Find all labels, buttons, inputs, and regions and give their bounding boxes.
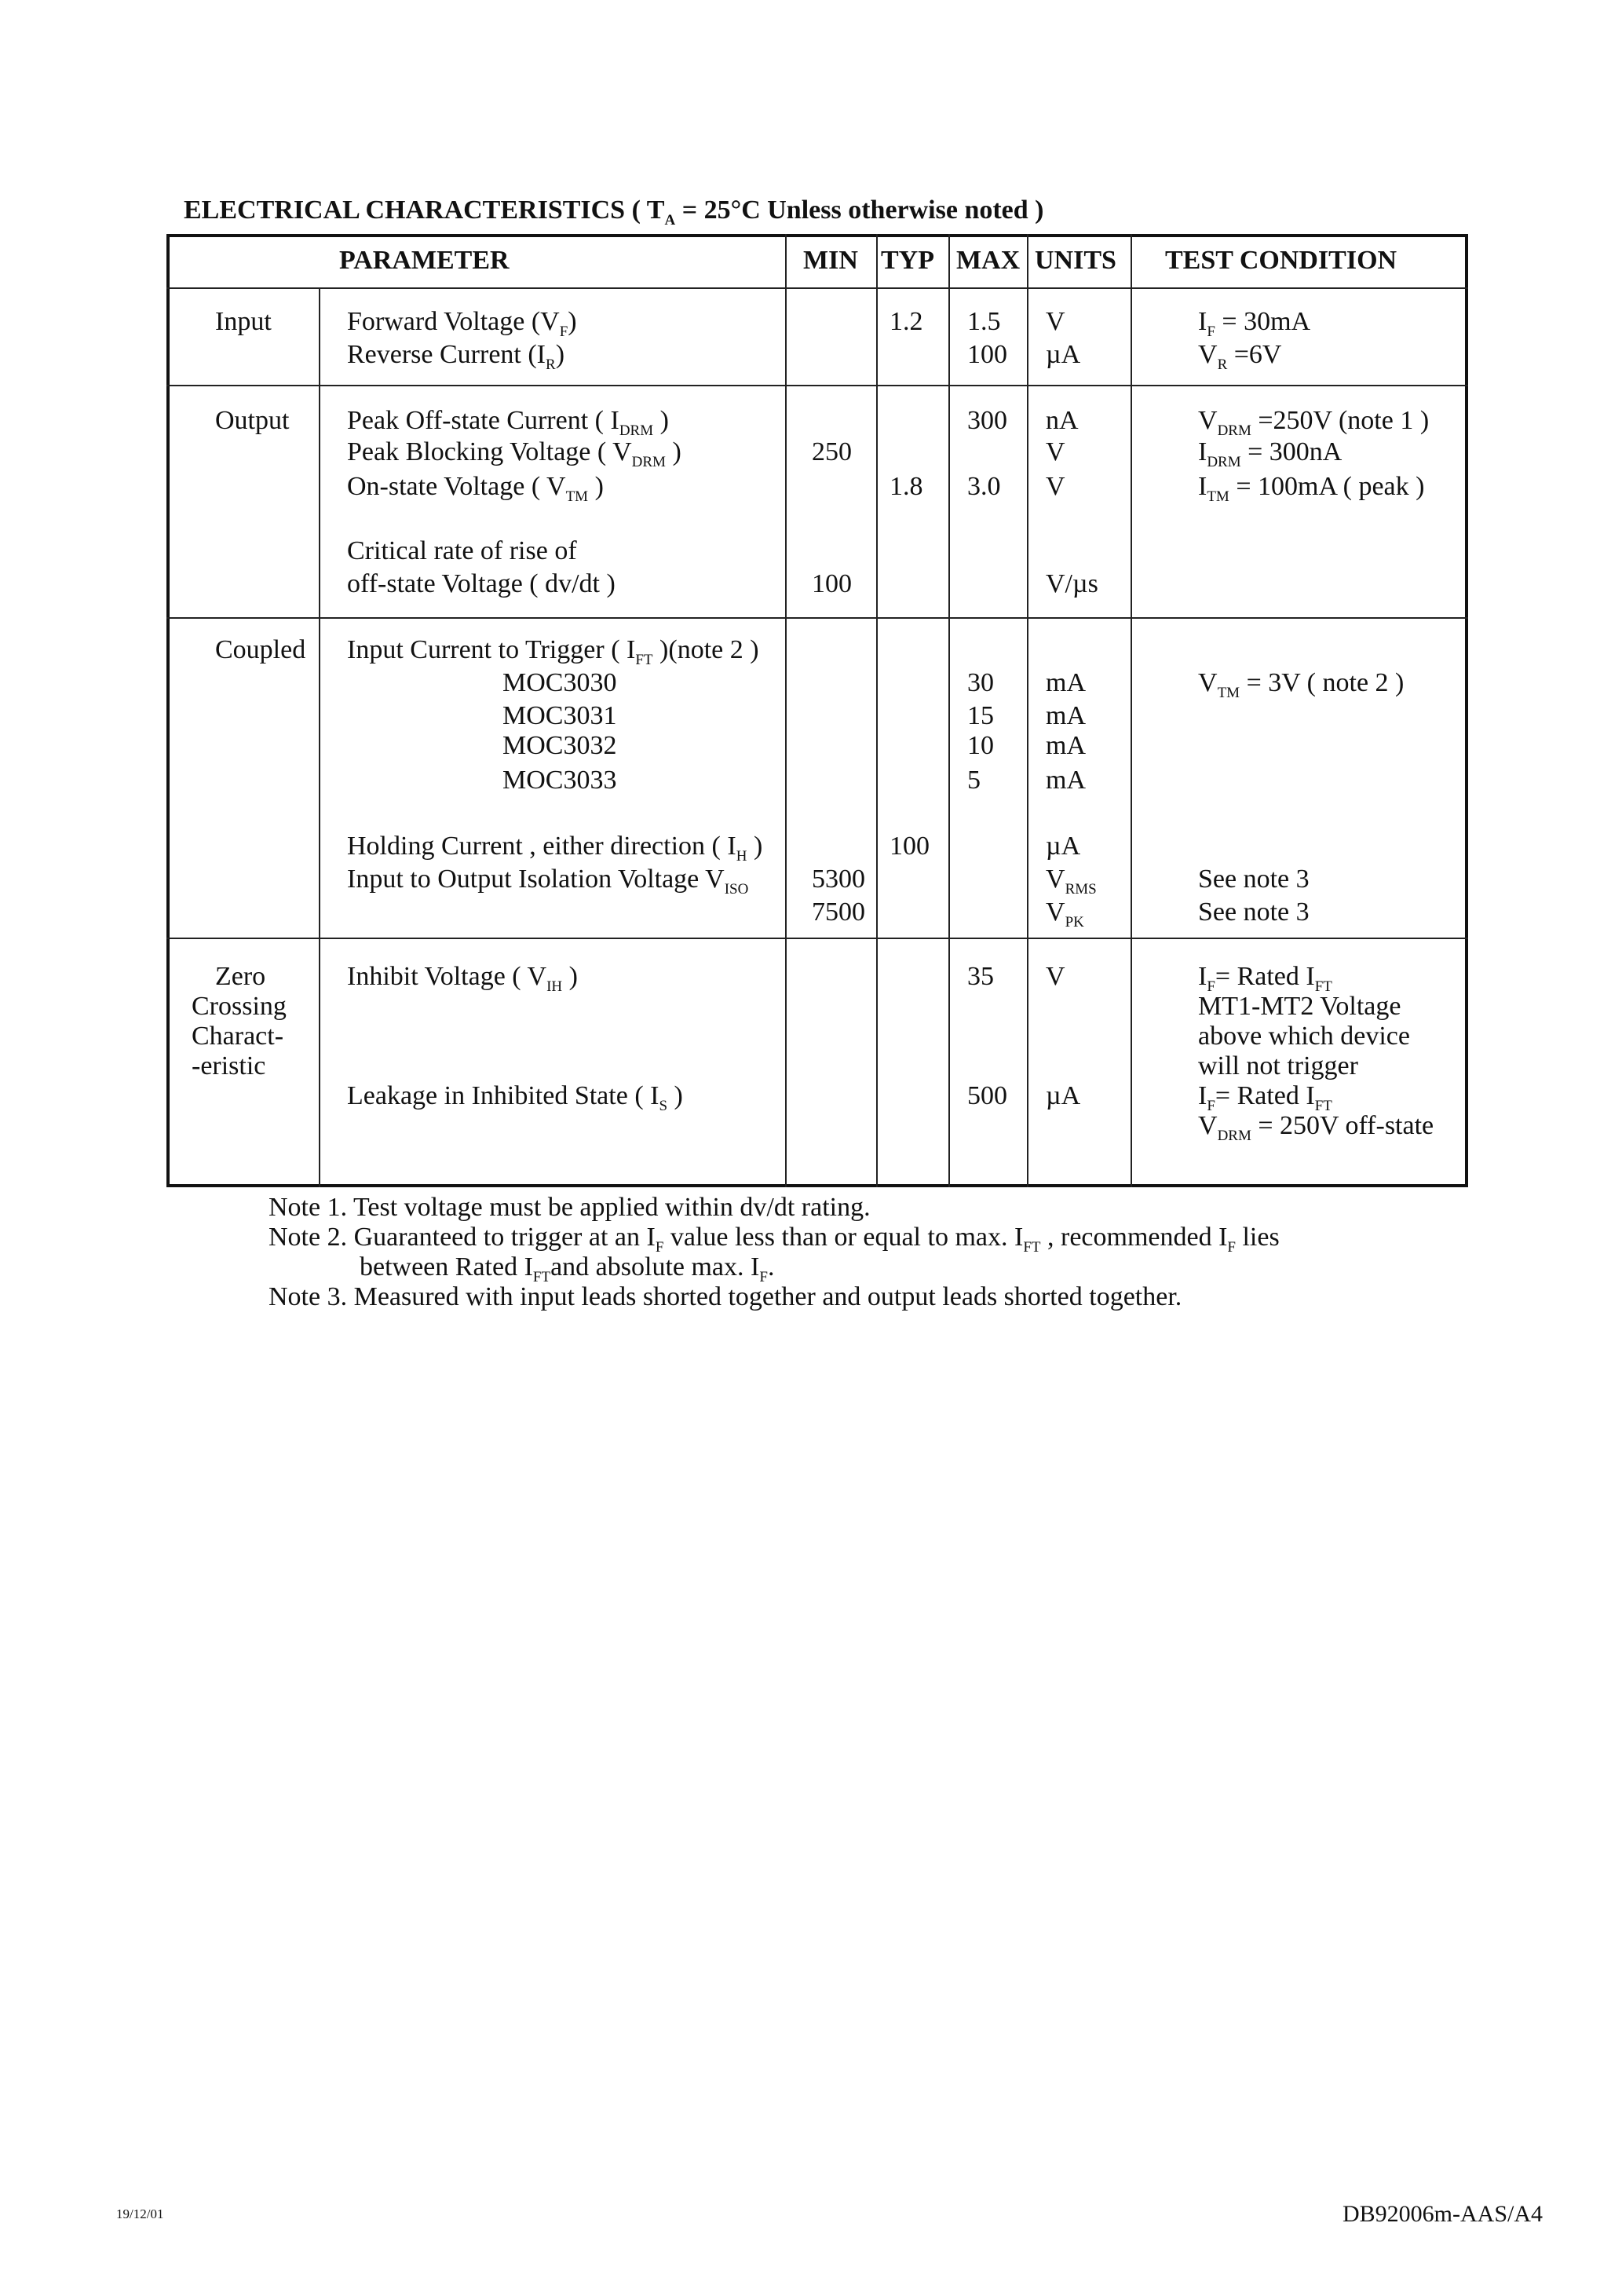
section-label-coupled: Coupled: [215, 635, 306, 664]
section-label-zero: Charact-: [192, 1022, 284, 1051]
section-label-input: Input: [215, 307, 272, 336]
cell-max: 5: [967, 766, 981, 795]
cell-condition: See note 3: [1198, 898, 1310, 927]
cell-max: 3.0: [967, 472, 1001, 501]
cell-unit: V: [1046, 307, 1065, 336]
param-leakage-inhibited: Leakage in Inhibited State ( $I_S$ ): [347, 1081, 683, 1114]
param-inhibit-voltage: Inhibit Voltage ( $V_{IH}$ ): [347, 962, 578, 995]
cell-unit: mA: [1046, 731, 1086, 760]
cell-condition: $I_F=$ Rated $I_{FT}$: [1198, 1081, 1332, 1114]
cell-condition: See note 3: [1198, 865, 1310, 894]
cell-unit: $V_{PK}$: [1046, 898, 1084, 930]
cell-condition: $I_{TM} = 100mA$ ( peak ): [1198, 472, 1425, 505]
param-holding-current: Holding Current , either direction ( $I_H$ ): [347, 832, 763, 865]
param-critical-rate: Critical rate of rise of: [347, 536, 577, 565]
row-divider: [166, 617, 1468, 619]
cell-unit: mA: [1046, 701, 1086, 730]
cell-unit: nA: [1046, 406, 1079, 435]
param-isolation-voltage: Input to Output Isolation Voltage $V_{ISO}$: [347, 865, 749, 898]
section-label-zero: Zero: [215, 962, 266, 991]
note-3: Note 3. Measured with input leads shorted together and output leads shorted together.: [269, 1282, 1182, 1311]
cell-min: 5300: [812, 865, 865, 894]
model-name: MOC3031: [502, 701, 617, 730]
footer-doc-id: DB92006m-AAS/A4: [1343, 2201, 1543, 2227]
col-divider: [319, 287, 320, 1187]
cell-max: 35: [967, 962, 994, 991]
cell-condition: MT1-MT2 Voltage: [1198, 992, 1401, 1021]
cell-unit: V: [1046, 472, 1065, 501]
cell-condition: will not trigger: [1198, 1051, 1358, 1080]
row-divider: [166, 385, 1468, 386]
cell-min: 7500: [812, 898, 865, 927]
cell-unit: V/µs: [1046, 569, 1098, 598]
col-divider: [1027, 234, 1028, 1187]
cell-typ: 100: [890, 832, 930, 861]
cell-unit: V: [1046, 962, 1065, 991]
section-label-zero: Crossing: [192, 992, 287, 1021]
cell-condition: above which device: [1198, 1022, 1410, 1051]
note-2: Note 2. Guaranteed to trigger at an $I_F$ value less than or equal to max. $I_{FT}$ , recommended $I_F$ lies: [269, 1223, 1280, 1256]
footer-date: 19/12/01: [116, 2206, 164, 2221]
cell-unit: mA: [1046, 668, 1086, 697]
param-input-current-trigger: Input Current to Trigger ( $I_{FT}$ )(note 2 ): [347, 635, 759, 668]
header-parameter: PARAMETER: [339, 246, 510, 275]
cell-typ: 1.8: [890, 472, 923, 501]
model-name: MOC3033: [502, 766, 617, 795]
cell-unit: V: [1046, 437, 1065, 466]
param-reverse-current: Reverse Current $(I_R)$: [347, 340, 565, 373]
cell-condition: $V_{DRM} =250V$ (note 1 ): [1198, 406, 1430, 439]
cell-max: 30: [967, 668, 994, 697]
param-critical-rate-2: off-state Voltage ( dv/dt ): [347, 569, 616, 598]
header-min: MIN: [803, 246, 858, 275]
cell-condition: $V_{DRM} = 250V$ off-state: [1198, 1111, 1434, 1144]
table-title: ELECTRICAL CHARACTERISTICS ( $T_A = 25^\circ C$ Unless otherwise noted ): [184, 196, 1044, 229]
cell-typ: 1.2: [890, 307, 923, 336]
header-max: MAX: [956, 246, 1021, 275]
col-divider: [876, 234, 878, 1187]
cell-unit: µA: [1046, 832, 1081, 861]
param-forward-voltage: Forward Voltage $(V_F)$: [347, 307, 577, 340]
note-2-cont: between Rated $I_{FT}and$ absolute max. $I_F$.: [360, 1252, 775, 1285]
cell-min: 250: [812, 437, 852, 466]
cell-condition: $I_{DRM} = 300nA$: [1198, 437, 1343, 470]
col-divider: [1131, 234, 1132, 1187]
cell-max: 500: [967, 1081, 1007, 1110]
section-label-output: Output: [215, 406, 290, 435]
row-divider: [166, 938, 1468, 939]
cell-unit: $V_{RMS}$: [1046, 865, 1097, 898]
section-label-zero: -eristic: [192, 1051, 266, 1080]
cell-max: 15: [967, 701, 994, 730]
header-test-condition: TEST CONDITION: [1165, 246, 1397, 275]
col-divider: [785, 234, 787, 1187]
header-typ: TYP: [881, 246, 934, 275]
cell-condition: $V_{TM} = 3V$ ( note 2 ): [1198, 668, 1405, 701]
cell-max: 1.5: [967, 307, 1001, 336]
cell-condition: $I_F=$ Rated $I_{FT}$: [1198, 962, 1332, 995]
param-peak-off-state-current: Peak Off-state Current ( $I_{DRM}$ ): [347, 406, 669, 439]
cell-max: 100: [967, 340, 1007, 369]
header-units: UNITS: [1035, 246, 1116, 275]
cell-condition: $V_R =6V$: [1198, 340, 1282, 373]
param-peak-blocking-voltage: Peak Blocking Voltage ( $V_{DRM}$ ): [347, 437, 681, 470]
cell-condition: $I_F = 30mA$: [1198, 307, 1311, 340]
header-divider: [166, 287, 1468, 289]
model-name: MOC3030: [502, 668, 617, 697]
cell-max: 10: [967, 731, 994, 760]
model-name: MOC3032: [502, 731, 617, 760]
note-1: Note 1. Test voltage must be applied within dv/dt rating.: [269, 1193, 871, 1222]
cell-unit: µA: [1046, 340, 1081, 369]
param-on-state-voltage: On-state Voltage ( $V_{TM}$ ): [347, 472, 604, 505]
cell-max: 300: [967, 406, 1007, 435]
cell-unit: mA: [1046, 766, 1086, 795]
cell-unit: µA: [1046, 1081, 1081, 1110]
col-divider: [948, 234, 950, 1187]
cell-min: 100: [812, 569, 852, 598]
